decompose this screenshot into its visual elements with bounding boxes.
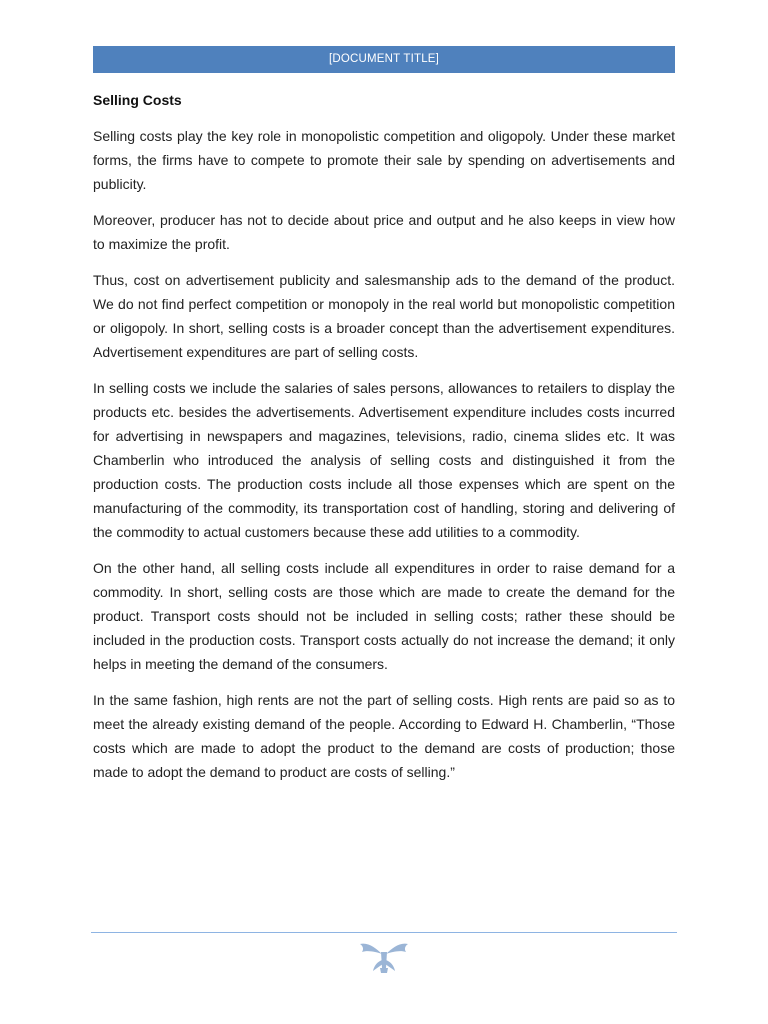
fleuron-ornament-icon [358, 940, 410, 976]
document-title: [DOCUMENT TITLE] [328, 53, 440, 65]
paragraph: Moreover, producer has not to decide about price and output and he also keeps in view how to maximize the profit. [93, 212, 675, 252]
document-body [93, 88, 675, 796]
paragraph: On the other hand, all selling costs include all expenditures in order to raise demand for a commodity. In short, selling costs are those which are made to create the demand for the product. Transport costs should not be included in selling costs; rather these should be included in the production costs. Transport costs actually do not increase the demand; it only helps in meeting the demand of the consumers. [93, 560, 675, 672]
footer-rule [91, 932, 677, 933]
section-heading: Selling Costs [93, 92, 182, 108]
paragraph: Selling costs play the key role in monopolistic competition and oligopoly. Under these market forms, the firms have to compete to promote their sale by spending on advertisements and publicity. [93, 128, 675, 192]
paragraph: Thus, cost on advertisement publicity and salesmanship ads to the demand of the product. We do not find perfect competition or monopoly in the real world but monopolistic competition or oligopoly. In short, selling costs is a broader concept than the advertisement expenditures. Advertisement expenditures are part of selling costs. [93, 272, 675, 360]
paragraph: In the same fashion, high rents are not the part of selling costs. High rents are paid so as to meet the already existing demand of the people. According to Edward H. Chamberlin, “Those costs which are made to adopt the product to the demand are costs of production; those made to adopt the demand to product are costs of selling.” [93, 692, 675, 780]
paragraph: In selling costs we include the salaries of sales persons, allowances to retailers to display the products etc. besides the advertisements. Advertisement expenditure includes costs incurred for advertising in newspapers and magazines, televisions, radio, cinema slides etc. It was Chamberlin who introduced the analysis of selling costs and distinguished it from the production costs. The production costs include all those expenses which are spent on the manufacturing of the commodity, its transportation cost of handling, storing and delivering of the commodity to actual customers because these add utilities to a commodity. [93, 380, 675, 540]
document-title-bar [93, 46, 675, 73]
